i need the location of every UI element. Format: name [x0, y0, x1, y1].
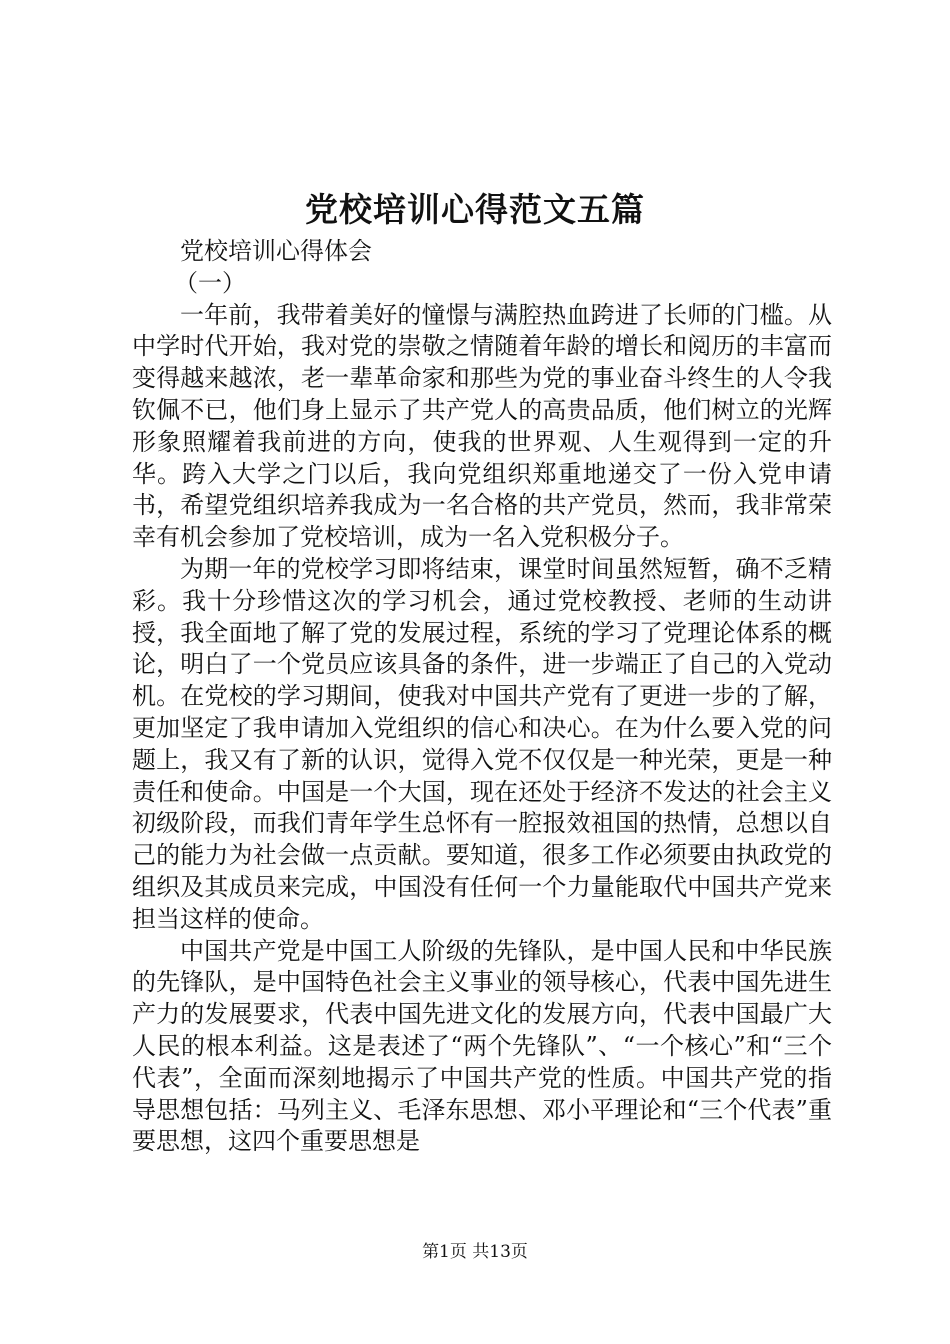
document-title: 党校培训心得范文五篇 — [305, 190, 645, 229]
paragraph: 中国共产党是中国工人阶级的先锋队，是中国人民和中华民族的先锋队，是中国特色社会主义事业的领导核心，代表中国先进生产力的发展要求，代表中国先进文化的发展方向，代表中国最广大人民的根本利益。这是表述了“两个先锋队”、“一个核心”和“三个代表”，全面而深刻地揭示了中国共产党的性质。中国共产党的指导思想包括：马列主义、毛泽东思想、邓小平理论和“三个代表”重要思想，这四个重要思想是 — [132, 936, 832, 1156]
paragraph: 为期一年的党校学习即将结束，课堂时间虽然短暂，确不乏精彩。我十分珍惜这次的学习机会，通过党校教授、老师的生动讲授，我全面地了解了党的发展过程，系统的学习了党理论体系的概论，明白了一个党员应该具备的条件，进一步端正了自己的入党动机。在党校的学习期间，使我对中国共产党有了更进一步的了解，更加坚定了我申请加入党组织的信心和决心。在为什么要入党的问题上，我又有了新的认识，觉得入党不仅仅是一种光荣，更是一种责任和使命。中国是一个大国，现在还处于经济不发达的社会主义初级阶段，而我们青年学生总怀有一腔报效祖国的热情，总想以自己的能力为社会做一点贡献。要知道，很多工作必须要由执政党的组织及其成员来完成，中国没有任何一个力量能取代中国共产党来担当这样的使命。 — [132, 554, 832, 933]
section-marker: （一） — [174, 268, 246, 297]
document-body — [132, 236, 832, 1158]
page-number-footer: 第1页 共13页 — [422, 1242, 528, 1262]
document-subtitle: 党校培训心得体会 — [180, 237, 372, 265]
paragraph: 一年前，我带着美好的憧憬与满腔热血跨进了长师的门槛。从中学时代开始，我对党的崇敬之情随着年龄的增长和阅历的丰富而变得越来越浓，老一辈革命家和那些为党的事业奋斗终生的人令我钦佩不已，他们身上显示了共产党人的高贵品质，他们树立的光辉形象照耀着我前进的方向，使我的世界观、人生观得到一定的升华。跨入大学之门以后，我向党组织郑重地递交了一份入党申请书，希望党组织培养我成为一名合格的共产党员，然而，我非常荣幸有机会参加了党校培训，成为一名入党积极分子。 — [132, 300, 832, 552]
